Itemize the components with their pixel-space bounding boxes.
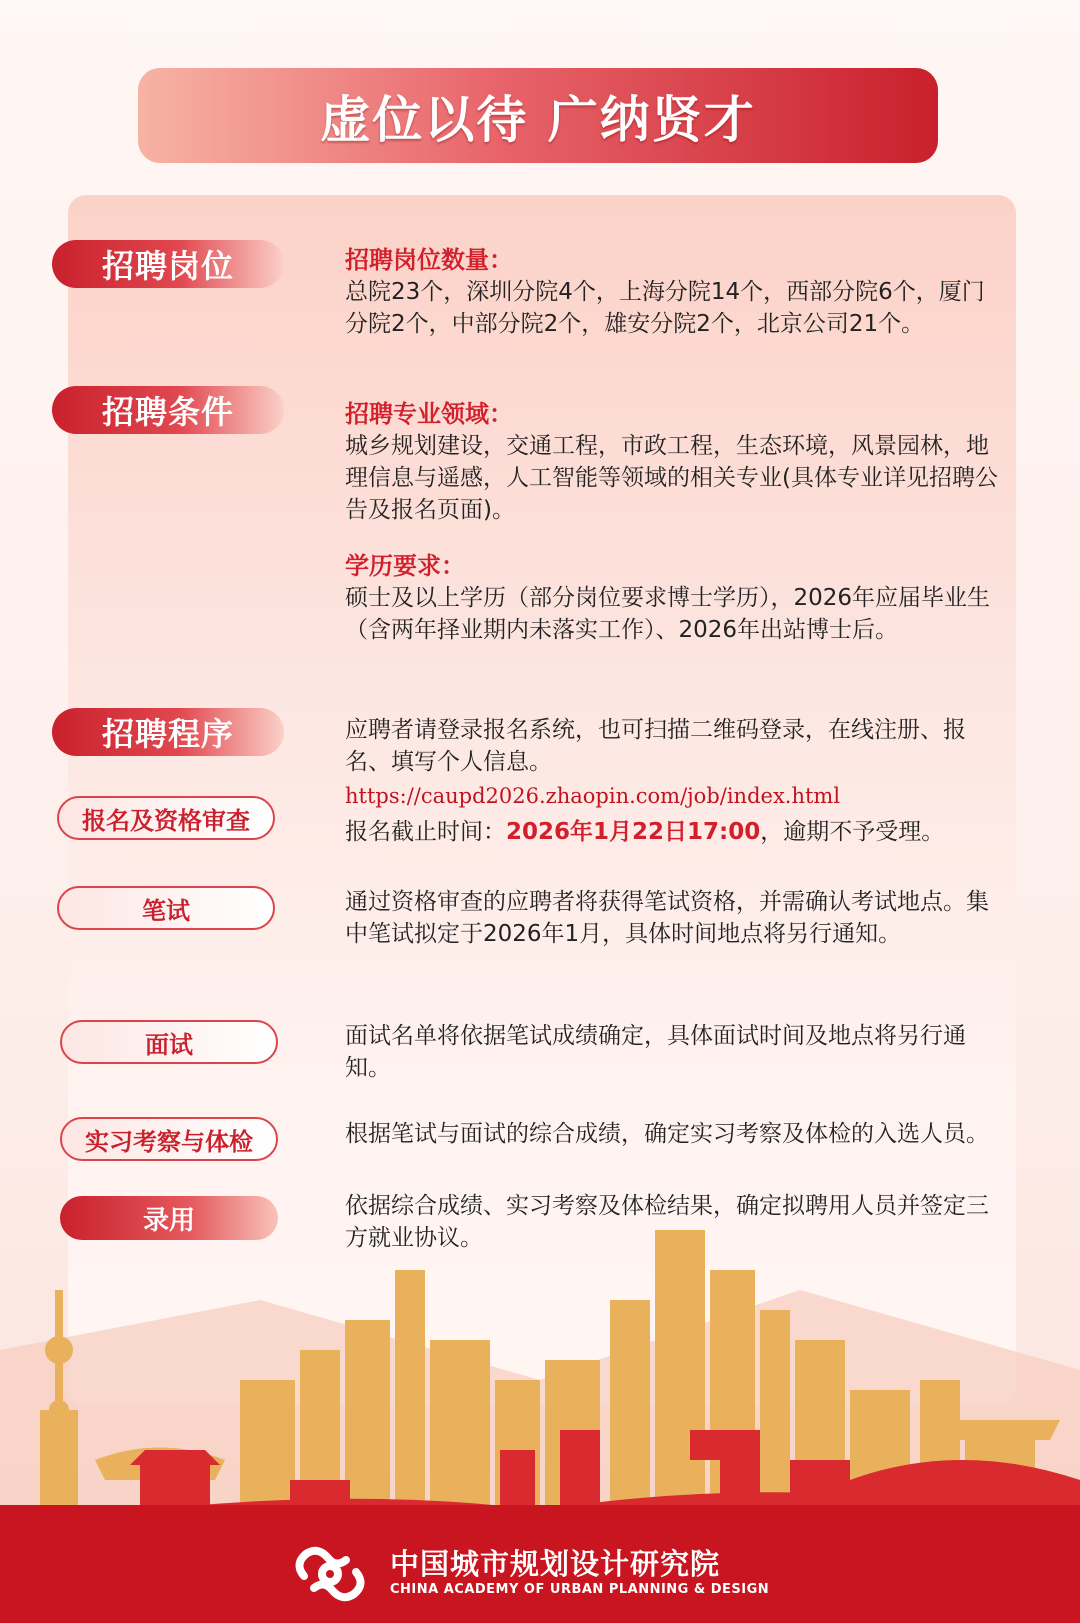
positions-body: 总院23个，深圳分院4个，上海分院14个，西部分院6个，厦门分院2个，中部分院2个，雄安分院2个，北京公司21个。: [345, 279, 985, 337]
section-label-conditions: 招聘条件: [52, 386, 284, 434]
interview-body: 面试名单将依据笔试成绩确定，具体面试时间及地点将另行通知。: [345, 1023, 966, 1081]
caupd-logo-icon: [290, 1540, 370, 1608]
banner-title: 虚位以待 广纳贤才: [320, 89, 756, 149]
section-label-procedure: 招聘程序: [52, 708, 284, 756]
footer-org-name-cn: 中国城市规划设计研究院: [390, 1547, 721, 1581]
registration-deadline: [345, 816, 1000, 848]
education-heading: 学历要求：: [345, 552, 465, 580]
title-banner: [138, 68, 938, 163]
step-label-written-exam: 笔试: [57, 886, 275, 930]
deadline-date: 2026年1月22日17:00: [506, 819, 761, 845]
step-label-interview: 面试: [60, 1020, 278, 1064]
education-body: 硕士及以上学历（部分岗位要求博士学历），2026年应届毕业生（含两年择业期内未落实工作）、2026年出站博士后。: [345, 585, 991, 643]
step-label-hire: 录用: [60, 1196, 278, 1240]
section-label-positions: 招聘岗位: [52, 240, 284, 288]
step-label-registration: 报名及资格审查: [57, 796, 275, 840]
registration-link[interactable]: https://caupd2026.zhaopin.com/job/index.html: [345, 784, 841, 808]
major-body: 城乡规划建设，交通工程，市政工程，生态环境，风景园林，地理信息与遥感，人工智能等领域的相关专业(具体专业详见招聘公告及报名页面)。: [345, 433, 998, 523]
procedure-body: 应聘者请登录报名系统，也可扫描二维码登录，在线注册、报名、填写个人信息。: [345, 717, 966, 775]
step-label-internship: 实习考察与体检: [60, 1117, 278, 1161]
written-exam-body: 通过资格审查的应聘者将获得笔试资格，并需确认考试地点。集中笔试拟定于2026年1月，具体时间地点将另行通知。: [345, 889, 989, 947]
footer-org-name-en: CHINA ACADEMY OF URBAN PLANNING & DESIGN: [390, 1582, 770, 1597]
internship-body: 根据笔试与面试的综合成绩，确定实习考察及体检的入选人员。: [345, 1121, 989, 1147]
deadline-suffix: ，逾期不予受理。: [760, 819, 945, 845]
positions-heading: 招聘岗位数量：: [345, 246, 513, 274]
major-heading: 招聘专业领域：: [345, 400, 513, 428]
hire-body: 依据综合成绩、实习考察及体检结果，确定拟聘用人员并签定三方就业协议。: [345, 1193, 989, 1251]
deadline-prefix: 报名截止时间：: [345, 819, 506, 845]
